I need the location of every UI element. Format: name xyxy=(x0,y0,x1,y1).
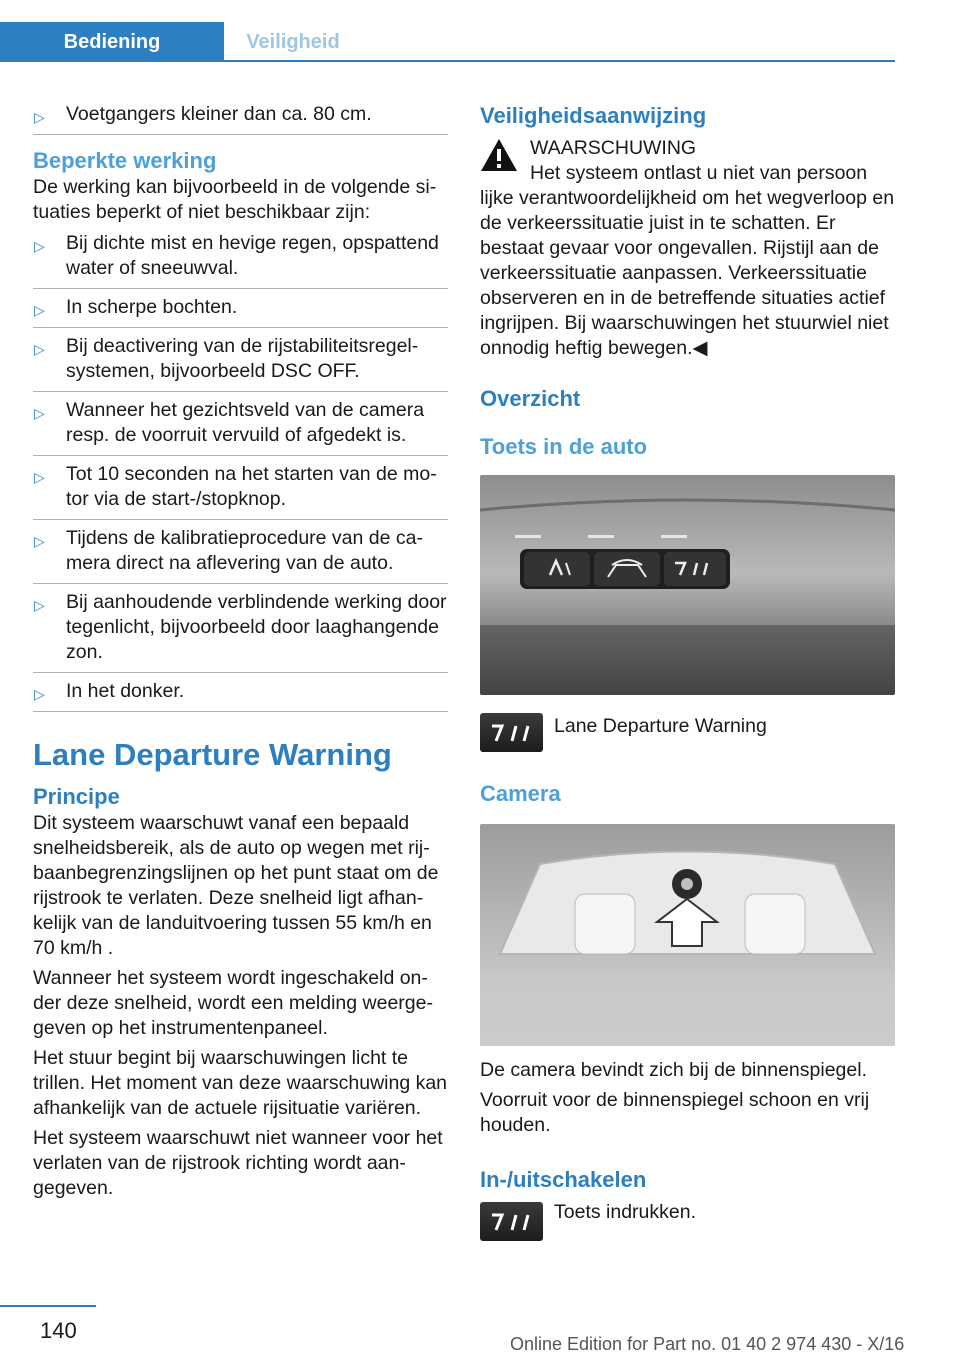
right-column xyxy=(480,96,896,1241)
principle-paragraph: Wanneer het systeem wordt ingeschakeld onder deze snelheid, wordt een melding weergegeven op het instrumentenpaneel. xyxy=(33,967,433,1039)
overview-heading: Overzicht xyxy=(480,386,581,411)
top-bullet-list xyxy=(33,96,448,135)
principle-paragraph: Dit systeem waarschuwt vanaf een bepaald snelheidsbereik, als de auto op wegen met rijbaanbegrenzingslijnen op het punt staat om de rijstrook te verlaten. Deze snelheid ligt afhankelijk van de landuitvoering tussen 55 km/h en 70 km/h . xyxy=(33,812,439,959)
tab-bediening[interactable]: Bediening xyxy=(0,22,224,62)
bullet-icon: ▷ xyxy=(34,341,45,357)
lane-button-row xyxy=(480,711,896,752)
bullet-icon: ▷ xyxy=(34,686,45,702)
limited-heading: Beperkte werking xyxy=(33,148,217,173)
safety-heading: Veiligheidsaanwijzing xyxy=(480,103,707,128)
camera-photo xyxy=(480,824,895,1046)
button-heading: Toets in de auto xyxy=(480,434,648,459)
warning-triangle-icon xyxy=(480,138,518,172)
bullet-icon: ▷ xyxy=(34,238,45,254)
warning-text: lijke verantwoordelijkheid om het wegverloop en de verkeerssituatie juist in te schatten. Er bestaat gevaar voor ongevallen. Rijstijl aan de verkeerssituatie aanpassen. Verkeerssituatie observeren en in de betreffende situaties actief ingrijpen. Bij waarschuwingen het stuurwiel niet onnodig heftig bewegen.◀ xyxy=(480,187,895,359)
camera-paragraph: Voorruit voor de binnenspiegel schoon en vrij houden. xyxy=(480,1089,870,1136)
list-item: ▷ Tijdens de kalibratieprocedure van de camera direct na aflevering van de auto. xyxy=(33,520,448,584)
button-caption: Lane Departure Warning xyxy=(554,715,767,737)
bullet-icon: ▷ xyxy=(34,109,45,125)
principle-heading: Principe xyxy=(33,784,120,809)
list-item: ▷ Wanneer het gezichtsveld van de camera resp. de voorruit vervuild of afgedekt is. xyxy=(33,392,448,456)
bullet-icon: ▷ xyxy=(34,405,45,421)
chapter-tabs xyxy=(0,22,895,62)
list-item: ▷ Bij deactivering van de rijstabiliteitsregelsystemen, bijvoorbeeld DSC OFF. xyxy=(33,328,448,392)
list-item: ▷ Voetgangers kleiner dan ca. 80 cm. xyxy=(33,96,448,135)
principle-paragraph: Het systeem waarschuwt niet wanneer voor het verlaten van de rijstrook richting wordt aangegeven. xyxy=(33,1127,443,1199)
footer-note: Online Edition for Part no. 01 40 2 974 430 - X/16 xyxy=(510,1334,905,1354)
toggle-text: Toets indrukken. xyxy=(554,1201,696,1223)
warning-first-line: Het systeem ontlast u niet van persoon xyxy=(530,162,868,184)
lane-departure-icon[interactable] xyxy=(480,1202,543,1241)
list-item: ▷ Bij aanhoudende verblindende werking door tegenlicht, bijvoorbeeld door laaghangende zon. xyxy=(33,584,448,673)
tab-veiligheid[interactable]: Veiligheid xyxy=(246,30,340,53)
principle-paragraph: Het stuur begint bij waarschuwingen licht te trillen. Het moment van deze waarschuwing kan afhankelijk van de actuele rijsituatie variëren. xyxy=(33,1047,448,1119)
warning-block xyxy=(480,136,896,361)
lane-departure-icon xyxy=(480,713,543,752)
bullet-icon: ▷ xyxy=(34,469,45,485)
bullet-icon: ▷ xyxy=(34,533,45,549)
list-item: ▷ In het donker. xyxy=(33,673,448,712)
limited-list xyxy=(33,225,448,712)
page-number: 140 xyxy=(40,1318,77,1343)
section-title: Lane Departure Warning xyxy=(33,737,392,772)
button-panel-photo xyxy=(480,475,895,695)
list-item: ▷ Tot 10 seconden na het starten van de motor via de start-/stopknop. xyxy=(33,456,448,520)
camera-paragraph: De camera bevindt zich bij de binnenspiegel. xyxy=(480,1059,867,1081)
list-item: ▷ Bij dichte mist en hevige regen, opspattend water of sneeuwval. xyxy=(33,225,448,289)
bullet-icon: ▷ xyxy=(34,597,45,613)
footer-divider xyxy=(0,1305,96,1307)
camera-heading: Camera xyxy=(480,781,561,806)
toggle-heading: In-/uitschakelen xyxy=(480,1167,647,1192)
bullet-icon: ▷ xyxy=(34,302,45,318)
warning-label: WAARSCHUWING xyxy=(530,137,697,159)
list-item: ▷ In scherpe bochten. xyxy=(33,289,448,328)
toggle-row xyxy=(480,1200,896,1241)
limited-intro: De werking kan bijvoorbeeld in de volgende situaties beperkt of niet beschikbaar zijn: xyxy=(33,176,437,223)
left-column xyxy=(33,96,448,1206)
